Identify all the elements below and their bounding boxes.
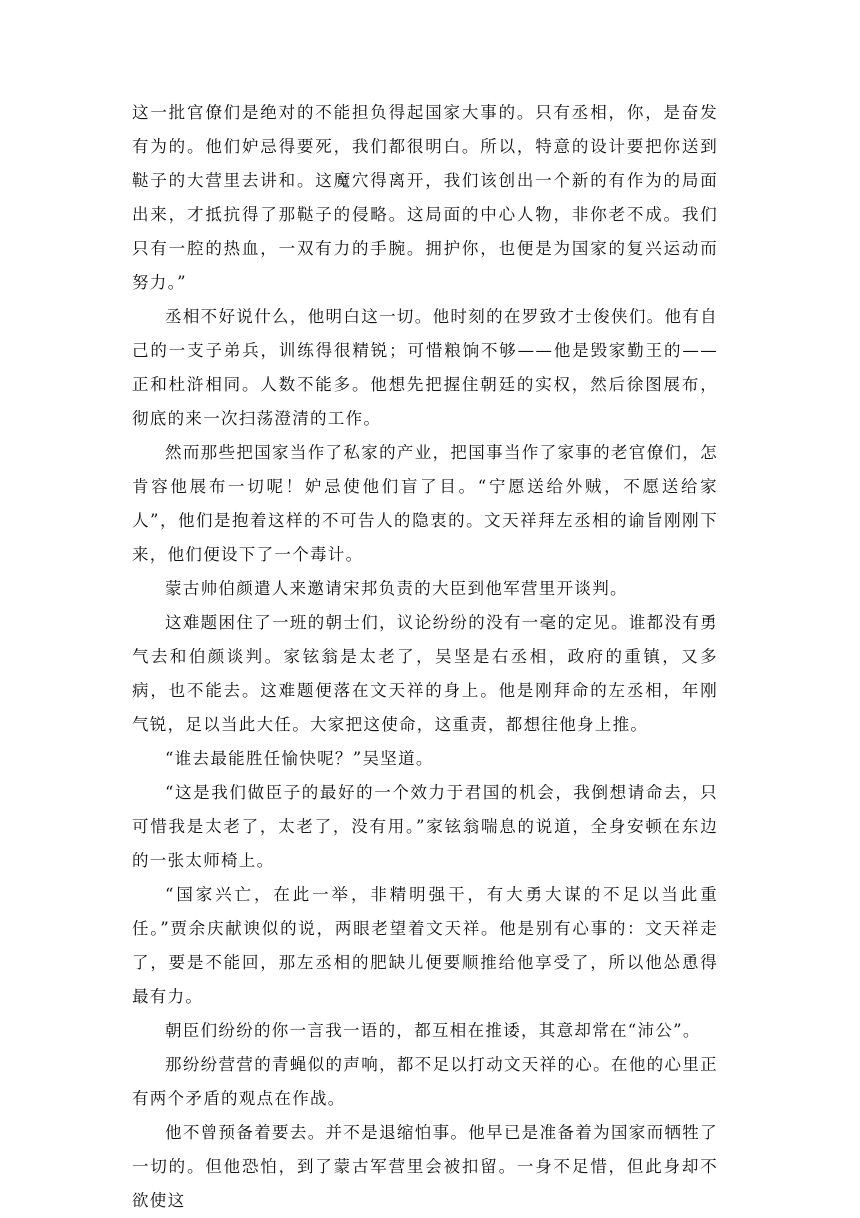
paragraph-2: 丞相不好说什么，他明白这一切。他时刻的在罗致才士俊侠们。他有自己的一支子弟兵，训练得很精锐；可惜粮饷不够——他是毁家勤王的——正和杜浒相同。人数不能多。他想先把握住朝廷的实权，然后徐图展布，彻底的来一次扫荡澄清的工作。: [132, 307, 718, 428]
paragraph-5: 这难题困住了一班的朝士们，议论纷纷的没有一毫的定见。谁都没有勇气去和伯颜谈判。家铉翁是太老了，吴坚是右丞相，政府的重镇，又多病，也不能去。这难题便落在文天祥的身上。他是刚拜命的左丞相，年刚气锐，足以当此大任。大家把这使命，这重责，都想往他身上推。: [132, 613, 718, 734]
paragraph-9: 朝臣们纷纷的你一言我一语的，都互相在推诿，其意却常在“沛公”。: [165, 1021, 701, 1040]
paragraph-7: “这是我们做臣子的最好的一个效力于君国的机会，我倒想请命去，只可惜我是太老了，太老了，没有用。”家铉翁喘息的说道，全身安顿在东边的一张太师椅上。: [132, 783, 718, 870]
paragraph-1: 这一批官僚们是绝对的不能担负得起国家大事的。只有丞相，你，是奋发有为的。他们妒忌得要死，我们都很明白。所以，特意的设计要把你送到鞑子的大营里去讲和。这魔穴得离开，我们该创出一个新的有作为的局面出来，才抵抗得了那鞑子的侵略。这局面的中心人物，非你老不成。我们只有一腔的热血，一双有力的手腕。拥护你，也便是为国家的复兴运动而努力。”: [132, 103, 718, 292]
paragraph-8: “国家兴亡，在此一举，非精明强干，有大勇大谋的不足以当此重任。”贾余庆献谀似的说，两眼老望着文天祥。他是别有心事的：文天祥走了，要是不能回，那左丞相的肥缺儿便要顺推给他享受了，所以他怂恿得最有力。: [132, 885, 718, 1006]
paragraph-6: “谁去最能胜任愉快呢？”吴坚道。: [165, 749, 434, 768]
paragraph-4: 蒙古帅伯颜遣人来邀请宋邦负责的大臣到他军营里开谈判。: [165, 579, 628, 598]
paragraph-10: 那纷纷营营的青蝇似的声响，都不足以打动文天祥的心。在他的心里正有两个矛盾的观点在作战。: [132, 1055, 718, 1108]
paragraph-3: 然而那些把国家当作了私家的产业，把国事当作了家事的老官僚们，怎肯容他展布一切呢！妒忌使他们盲了目。“宁愿送给外贼，不愿送给家人”，他们是抱着这样的不可告人的隐衷的。文天祥拜左丞相的谕旨刚刚下来，他们便设下了一个毒计。: [132, 443, 718, 564]
paragraph-11: 他不曾预备着要去。并不是退缩怕事。他早已是准备着为国家而牺牲了一切的。但他恐怕，到了蒙古军营里会被扣留。一身不足惜，但此身却不欲使这: [132, 1123, 718, 1210]
document-page: [132, 96, 718, 1218]
